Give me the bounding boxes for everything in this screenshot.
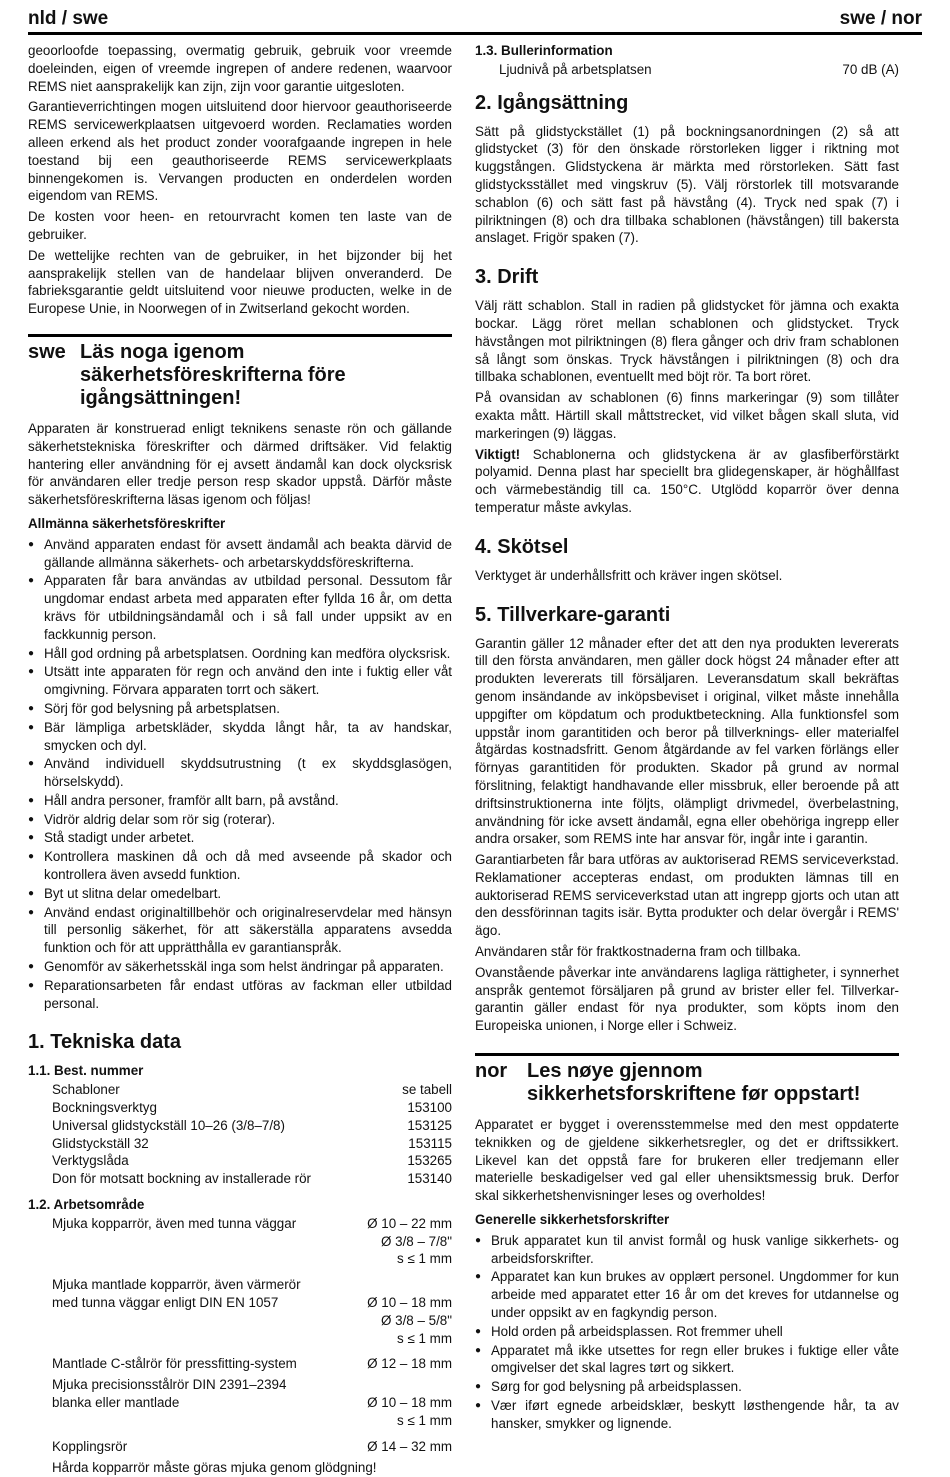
section-title-tech: 1. Tekniska data — [28, 1031, 182, 1054]
header-right-lang: swe / nor — [839, 8, 922, 29]
list-item: ● Sørg for god belysning på arbeidsplassen. — [475, 1378, 899, 1396]
safety-heading: Allmänna säkerhetsföreskrifter — [28, 515, 226, 531]
list-item: ● Reparationsarbeten får endast utföras av fackman eller utbildad personal. — [28, 977, 452, 1013]
section-title: 2. Igångsättning — [475, 91, 629, 114]
important-label: Viktigt! — [475, 446, 521, 462]
list-item: ● Kontrollera maskinen då och då med avseende på skador och kontrollera även avsedd funktion. — [28, 848, 452, 884]
list-item: ● Vær iført egnede arbeidsklær, beskytt løsthengende hår, ta av hansker, smykker og lignende. — [475, 1397, 899, 1433]
table-row: Ljudnivå på arbetsplatsen 70 dB (A) — [499, 61, 899, 77]
section-text: Ovanstående påverkar inte användarens lagliga rättigheter, i synnerhet anspråk gentemot försäljaren på grund av brister eller fel. Tillverkar-garantin gäller endast för nya produkter, som köpts inom den Europeiska unionen, i Norge eller i Schweiz. — [475, 964, 899, 1034]
nld-paragraph: geoorloofde toepassing, overmatig gebruik, gebruik voor vreemde doeleinden, eigen of vreemde ingrepen of andere redenen, waarvoor REMS niet aansprakelijk kan zijn, zijn voor garantie uitgesloten. — [28, 43, 452, 94]
lang-code: nor — [475, 1060, 508, 1083]
nor-section-heading — [475, 1053, 899, 1106]
safety-list — [28, 536, 452, 1013]
section-text: Användaren står för fraktkostnaderna fram och tillbaka. — [475, 944, 802, 960]
safety-list — [475, 1232, 899, 1433]
table-row: Don för motsatt bockning av installerade rör 153140 — [52, 1171, 452, 1187]
safety-title: Läs noga igenom säkerhetsföreskrifterna före igångsättningen! — [80, 340, 346, 409]
table-row: Mjuka mantlade kopparrör, även värmerör med tunna väggar enligt DIN EN 1057 Ø 10 – 18 mm Ø 3/8 – 5/8" s ≤ 1 mm — [52, 1277, 452, 1346]
swe-intro: Apparaten är konstruerad enligt teknikens senaste rön och gällande säkerhetstekniska föreskrifter och därmed driftsäker. Vid felaktig hantering eller användning för ej avsett ändamål kan dock olycksrisk för användaren eller tredje person resp skador uppstå. Därför måste säkerhetsföreskrifterna läsas igenom och följas! — [28, 420, 452, 508]
section-text: Välj rätt schablon. Stall in radien på glidstycket för jämna och exakta bockar. Lägg röret mellan schablonen och glidstycket. Tryck hävstången mot pilriktningen (8) flera gånger och driv fram schablonen så långt som önskas. Tryck hävstången i pilriktningen (8) och dra tillbaka schablonen, eventuellt med böjt rör. Ta bort röret. — [475, 298, 899, 385]
table-row: Glidstyckställ 32 153115 — [52, 1135, 452, 1151]
table-row: Verktygslåda 153265 — [52, 1153, 452, 1169]
right-column — [475, 42, 899, 1434]
list-item: ● Använd apparaten endast för avsett ändamål ach beakta därvid de gällande allmänna säkerhets- och arbetarskyddsföreskrifterna. — [28, 536, 452, 572]
section-title: 3. Drift — [475, 266, 539, 289]
list-item: ● Använd individuell skyddsutrustning (t ex skyddsglasögen, hörselskydd). — [28, 755, 452, 791]
table-row: Kopplingsrör Ø 14 – 32 mm — [52, 1438, 452, 1454]
list-item: ● Utsätt inte apparaten för regn och använd den inte i fuktig eller våt omgivning. Förvara apparaten torrt och säkert. — [28, 663, 452, 699]
page-header — [28, 8, 922, 35]
list-item: ● Håll andra personer, framför allt barn, på avstånd. — [28, 792, 452, 810]
section-title: 4. Skötsel — [475, 535, 569, 558]
lang-code: swe — [28, 340, 66, 363]
left-column — [28, 42, 452, 1477]
section-text: Garantiarbeten får bara utföras av auktoriserad REMS serviceverkstad. Reklamationer accepteras endast, om produkten lämnas till en auktoriserad REMS serviceverkstad utan att ingrepp gjorts och utan att den dessförinnan tagits isär. Bytta produkter och delar övergår i REMS' ägo. — [475, 852, 899, 939]
section-text: Viktigt! Schablonerna och glidstyckena är av glasfiberförstärkt polyamid. Denna plast har speciellt bra glidegenskaper, är höghållfast och värmebeständig till ca. 150°C. Utglödd koparrör över denna temperatur måste avkylas. — [475, 446, 899, 515]
list-item: ● Bär lämpliga arbetskläder, skydda långt hår, ta av handskar, smycken och dyl. — [28, 719, 452, 755]
section-title: 5. Tillverkare-garanti — [475, 603, 671, 626]
list-item: ● Apparaten får bara användas av utbildad personal. Dessutom får ungdomar endast arbeta med apparaten efter fyllda 16 år, om detta krävs för utbildningsändamål och i så fall under uppsikt av en fackkunnig person. — [28, 572, 452, 643]
swe-section-heading — [28, 334, 452, 410]
table-row: Mantlade C-stålrör för pressfitting-system Ø 12 – 18 mm — [52, 1356, 452, 1372]
list-item: ● Hold orden på arbeidsplassen. Rot fremmer uhell — [475, 1323, 899, 1341]
list-item: ● Genomför av säkerhetsskäl inga som helst ändringar på apparaten. — [28, 958, 452, 976]
list-item: ● Vidrör aldrig delar som rör sig (roterar). — [28, 811, 452, 829]
section-text: Sätt på glidstyckstället (1) på bockningsanordningen (2) så att glidstycket (3) för den önskade rörstorleken ligger i riktning mot kuggstången. Glidstyckena är märkta med rörstorleken. Sätt fast glidstycksstället med vingskruv (5). Välj rörstorlek till motsvarande schablon (6) och sätt fast på hävstång (4). Tryck ned spak (7) i pilriktningen (8) och dra tillbaka schablonen (hävstången) till bakersta anslaget. Frigör spaken (7). — [475, 123, 899, 246]
list-item: ● Byt ut slitna delar omedelbart. — [28, 885, 452, 903]
list-item: ● Stå stadigt under arbetet. — [28, 829, 452, 847]
subsection-title: 1.3. Bullerinformation — [475, 43, 613, 58]
nld-paragraph: De kosten voor heen- en retourvracht komen ten laste van de gebruiker. — [28, 209, 452, 242]
section-text: På ovansidan av schablonen (6) finns markeringar (9) som tillåter exakta mått. Härtill skall måttstrecket, vid vilket bågen skall sluta, vid markeringen (9) läggas. — [475, 390, 899, 441]
subsection-title: 1.1. Best. nummer — [28, 1063, 144, 1079]
subsection-title: 1.2. Arbetsområde — [28, 1197, 145, 1213]
header-left-lang: nld / swe — [28, 8, 109, 29]
table-row: Mjuka kopparrör, även med tunna väggar Ø 10 – 22 mm Ø 3/8 – 7/8" s ≤ 1 mm — [52, 1215, 452, 1267]
safety-heading: Generelle sikkerhetsforskrifter — [475, 1212, 670, 1228]
section-text: Garantin gäller 12 månader efter det att den nya produkten levererats till den första användaren, men gäller dock högst 24 månader efter att produkten levererats till försäljaren. Leveransdatum skall bekräftas genom insändande av inköpsbeviset i original, vilket måste innehålla uppgifter om köpdatum och produktbeteckning. Alla funktionsfel som uppstår inom garantitiden och beror på tillverknings- eller materialfel åtgärdas kostnadsfritt. Genom åtgärdande av fel varken förlängs eller förnyas garantitiden för produkten. Skador på grund av normal förslitning, felaktigt handhavande eller missbruk, eller beroende på att driftsinstruktionerna inte följts, olämpligt drivmedel, överbelastning, användning för icke avsett ändamål, egna eller obehöriga ingrepp eller andra orsaker, som REMS inte har ansvar för, ingår inte i garantin. — [475, 635, 899, 847]
table-row: Universal glidstyckställ 10–26 (3/8–7/8) 153125 — [52, 1117, 452, 1133]
list-item: ● Använd endast originaltillbehör och originalreservdelar med hänsyn till personlig säkerhet, för att säkerställa apparatens avsedda funktion och för att upprätthålla ev garantianspråk. — [28, 904, 452, 957]
table-row: Schabloner se tabell — [52, 1082, 452, 1098]
nor-intro: Apparatet er bygget i overensstemmelse med den mest oppdaterte teknikken og de gjeldene sikkerhetsregler, og det er driftssikkert. Likevel kan det oppstå fare for brukeren eller tredjemann eller materielle beskadigelser ved gal eller uhensiktsmessig bruk. Derfor skal sikkerhetshenvisninger leses og overholdes! — [475, 1117, 899, 1204]
note: Hårda kopparrör måste göras mjuka genom glödgning! — [52, 1460, 377, 1476]
list-item: ● Sörj för god belysning på arbetsplatsen. — [28, 700, 452, 718]
list-item: ● Håll god ordning på arbetsplatsen. Oordning kan medföra olycksrisk. — [28, 645, 452, 663]
table-row: Bockningsverktyg 153100 — [52, 1100, 452, 1116]
nld-paragraph: De wettelijke rechten van de gebruiker, in het bijzonder bij het aansprakelijk stellen van de handelaar blijven onveranderd. De fabrieksgarantie geldt uitsluitend voor nieuwe producten, welke in de Europese Unie, in Noorwegen of in Zwitserland gekocht worden. — [28, 247, 452, 317]
list-item: ● Apparatet må ikke utsettes for regn eller brukes i fuktige eller våte omgivelser det skal lagres tørt og sikkert. — [475, 1342, 899, 1378]
list-item: ● Apparatet kan kun brukes av opplært personel. Ungdommer for kun arbeide med apparatet etter 16 år om det kreves for utdannelse og under oppsikt av en fagkyndig person. — [475, 1268, 899, 1321]
section-text: Verktyget är underhållsfritt och kräver ingen skötsel. — [475, 567, 783, 583]
safety-title: Les nøye gjennom sikkerhetsforskriftene før oppstart! — [527, 1060, 861, 1106]
list-item: ● Bruk apparatet kun til anvist formål og husk vanlige sikkerhets- og arbeidsforskrifter. — [475, 1232, 899, 1268]
nld-paragraph: Garantieverrichtingen mogen uitsluitend door hiervoor geauthoriseerde REMS servicewerkplaatsen uitgevoerd worden. Reclamaties worden alleen erkend als het product zonder voorafgaande ingrepen in hele toestand bij een geauthoriseerde REMS servicewerkplaats binnengekomen is. Vervangen producten en onderdelen worden eigendom van REMS. — [28, 99, 452, 204]
table-row: Mjuka precisionsstålrör DIN 2391–2394 blanka eller mantlade Ø 10 – 18 mm s ≤ 1 mm — [52, 1377, 452, 1428]
